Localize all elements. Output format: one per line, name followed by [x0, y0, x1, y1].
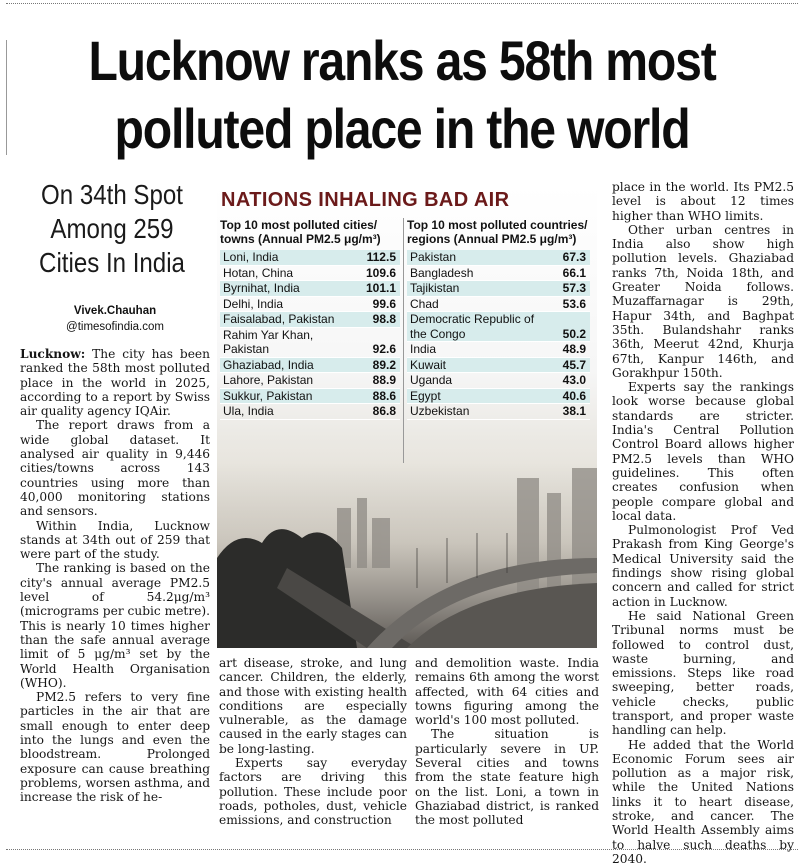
deck-line-2: Among 259: [50, 213, 174, 244]
infobox-nations-inhaling-bad-air: [217, 186, 597, 648]
table-row: Uganda 43.0: [407, 373, 590, 389]
table-row: Delhi, India 99.6: [220, 297, 400, 313]
table-row: Sukkur, Pakistan 88.6: [220, 389, 400, 405]
headline-line-2: polluted place in the world: [114, 97, 690, 160]
paragraph: Other urban centres in India also show high pollution levels. Ghaziabad ranks 7th, Noida 18th, and Greater Noida follows. Muzaffarnagar is 29th, Hapur 34th, and Baghpat 35th. Bulandshahr ranks 36th, Meerut 42nd, Khurja 67th, Kanpur 146th, and Gorakhpur 150th.: [612, 222, 794, 380]
paragraph: The situation is particularly severe in UP. Several cities and towns from the state feature high on the list. Loni, a town in Ghaziabad district, is ranked the most polluted: [415, 727, 599, 828]
smoggy-city-photo: [217, 438, 597, 648]
deck-subhead: [35, 178, 190, 280]
article-column-2: [219, 656, 407, 828]
deck-line-1: On 34th Spot: [41, 179, 183, 210]
paragraph: Pulmonologist Prof Ved Prakash from King George's Medical University said the findings show rising global concern and called for strict action in Lucknow.: [612, 523, 794, 609]
infobox-title: NATIONS INHALING BAD AIR: [221, 189, 510, 211]
countries-table-heading: Top 10 most polluted countries/ regions (Annual PM2.5 μg/m³): [407, 218, 588, 246]
paragraph: He said National Green Tribunal norms must be followed to control dust, waste burning, and emissions. Steps like road sweeping, better roads, vehicle checks, public transport, and proper waste handling can help.: [612, 608, 794, 738]
byline-author: Vivek.Chauhan: [73, 305, 157, 317]
byline-handle: @timesofindia.com: [66, 321, 164, 333]
table-row: Egypt 40.6: [407, 389, 590, 405]
paragraph: Lucknow: The city has been ranked the 58th most polluted place in the world in 2025, according to a report by Swiss air quality agency IQAir.: [20, 347, 210, 419]
table-row: India 48.9: [407, 342, 590, 358]
table-divider: [403, 218, 404, 463]
paragraph: Within India, Lucknow stands at 34th out of 259 that were part of the study.: [20, 518, 210, 562]
deck-line-3: Cities In India: [39, 247, 185, 278]
cities-table-heading: Top 10 most polluted cities/ towns (Annual PM2.5 μg/m³): [220, 218, 381, 246]
table-row: Bangladesh 66.1: [407, 266, 590, 282]
left-margin-rule: [6, 40, 7, 155]
table-row: Hotan, China 109.6: [220, 266, 400, 282]
headline-line-1: Lucknow ranks as 58th most: [88, 29, 716, 92]
article-column-3: [415, 656, 599, 828]
table-row: Loni, India 112.5: [220, 250, 400, 266]
paragraph: Experts say everyday factors are driving this pollution. These include poor roads, potholes, dust, vehicle emissions, and construction: [219, 756, 407, 828]
article-column-4: [612, 180, 794, 866]
article-column-1: [20, 347, 210, 805]
table-row: Chad 53.6: [407, 297, 590, 313]
byline: [20, 303, 210, 335]
paragraph: He added that the World Economic Forum sees air pollution as a major risk, while the United Nations links it to heart disease, stroke, and cancer. The World Health Assembly aims to halve such deaths by 2040.: [612, 737, 794, 866]
paragraph: PM2.5 refers to very fine particles in the air that are small enough to enter deep into the lungs and even the bloodstream. Prolonged exposure can cause breathing problems, worsen asthma, and increase the risk of he-: [20, 690, 210, 805]
table-row: Ula, India 86.8: [220, 404, 400, 420]
paragraph: and demolition waste. India remains 6th among the worst affected, with 64 cities and towns figuring among the world's 100 most polluted.: [415, 656, 599, 728]
dateline: Lucknow:: [20, 347, 86, 361]
paragraph: place in the world. Its PM2.5 level is about 12 times higher than WHO limits.: [612, 180, 794, 223]
table-row: Kuwait 45.7: [407, 358, 590, 374]
paragraph: art disease, stroke, and lung cancer. Children, the elderly, and those with existing health conditions are especially vulnerable, as the damage caused in the early stages can be long-lasting.: [219, 656, 407, 756]
paragraph: The report draws from a wide global dataset. It analysed air quality in 9,446 cities/towns across 143 countries using more than 40,000 monitoring stations and sensors.: [20, 418, 210, 519]
paragraph: The ranking is based on the city's annual average PM2.5 level of 54.2μg/m³ (micrograms per cubic metre). This is nearly 10 times higher than the safe annual average limit of 5 μg/m³ set by the World Health Organisation (WHO).: [20, 561, 210, 690]
table-row: Tajikistan 57.3: [407, 281, 590, 297]
table-row: Lahore, Pakistan 88.9: [220, 373, 400, 389]
bottom-dotted-rule: [6, 849, 798, 850]
top-dotted-rule: [6, 3, 798, 4]
table-row: Democratic Republic of the Congo 50.2: [407, 312, 590, 342]
table-row: Pakistan 67.3: [407, 250, 590, 266]
countries-table: [407, 218, 590, 420]
table-row: Uzbekistan 38.1: [407, 404, 590, 420]
table-row: Ghaziabad, India 89.2: [220, 358, 400, 374]
table-row: Faisalabad, Pakistan 98.8: [220, 312, 400, 328]
paragraph: Experts say the rankings look worse because global standards are stricter. India's Central Pollution Control Board allows higher PM2.5 levels than WHO guidelines. This often creates confusion when people compare global and local data.: [612, 380, 794, 523]
table-row: Rahim Yar Khan, Pakistan 92.6: [220, 328, 400, 358]
cities-table: [220, 218, 400, 420]
table-row: Byrnihat, India 101.1: [220, 281, 400, 297]
